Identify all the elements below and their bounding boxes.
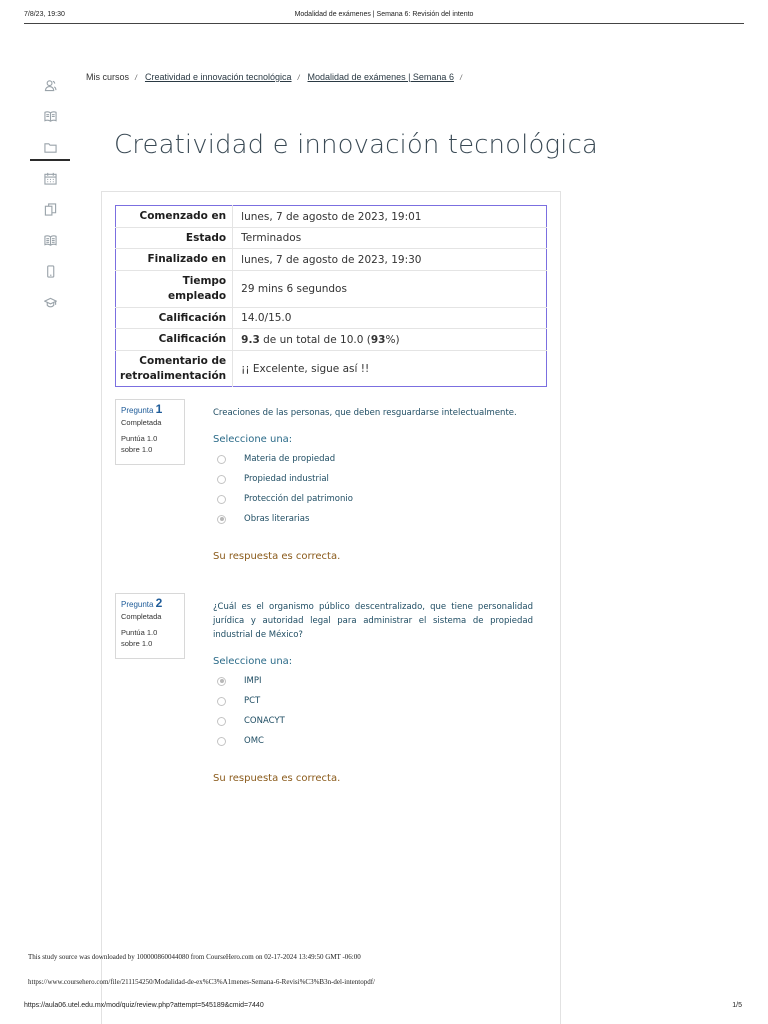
summary-row-finished xyxy=(116,249,547,271)
answer-option[interactable] xyxy=(213,509,533,529)
question-text: ¿Cuál es el organismo público descentralizado, que tiene personalidad jurídica y autoridad legal para administrar el sistema de propiedad industrial de México? xyxy=(213,602,533,640)
radio-button[interactable] xyxy=(217,737,226,746)
rail-courses[interactable] xyxy=(30,287,70,318)
answer-option-label: PCT xyxy=(244,696,261,706)
question-feedback: Su respuesta es correcta. xyxy=(213,773,341,784)
summary-state-value: Terminados xyxy=(241,232,302,244)
question-state: Completada xyxy=(121,612,162,621)
rail-participants[interactable] xyxy=(30,70,70,101)
documents-icon xyxy=(44,203,57,216)
rail-calendar[interactable] xyxy=(30,163,70,194)
breadcrumb-separator: / xyxy=(297,75,300,82)
rail-mobile[interactable] xyxy=(30,256,70,287)
summary-feedback-label-line1: Comentario de xyxy=(139,354,227,367)
book-open-icon xyxy=(44,234,57,247)
breadcrumb-mis-cursos[interactable]: Mis cursos xyxy=(86,72,130,82)
summary-finished-value: lunes, 7 de agosto de 2023, 19:30 xyxy=(241,253,422,266)
course-nav-rail xyxy=(30,70,70,318)
graduation-cap-icon xyxy=(44,296,57,309)
answer-option-label: OMC xyxy=(244,736,264,746)
answer-option[interactable] xyxy=(213,731,533,751)
print-header-rule xyxy=(24,23,744,24)
summary-time-value: 29 mins 6 segundos xyxy=(241,283,347,295)
question-label: Pregunta xyxy=(121,406,154,415)
summary-grade-score: 9.3 xyxy=(241,333,260,346)
answer-option[interactable] xyxy=(213,711,533,731)
radio-button[interactable] xyxy=(217,717,226,726)
summary-started-label: Comenzado en xyxy=(116,206,233,228)
source-url: https://www.coursehero.com/file/211154250/Modalidad-de-ex%C3%A1menes-Semana-6-Revisi%C3%B3n-del-intentopdf/ xyxy=(28,978,376,986)
breadcrumb-course[interactable]: Creatividad e innovación tecnológica xyxy=(144,72,292,82)
folder-icon xyxy=(44,141,57,154)
summary-row-time xyxy=(116,271,547,308)
summary-grade-percent: 93 xyxy=(370,333,386,346)
answer-option-label: Materia de propiedad xyxy=(244,454,336,464)
answer-option[interactable] xyxy=(213,671,533,691)
radio-button-selected[interactable] xyxy=(217,515,226,524)
download-source-note: This study source was downloaded by 100000860044080 from CourseHero.com on 02-17-2024 13:49:50 GMT -06:00 xyxy=(28,953,361,961)
question-label: Pregunta xyxy=(121,600,154,609)
summary-marks-label: Calificación xyxy=(116,308,233,329)
calendar-icon xyxy=(44,172,57,185)
participants-icon xyxy=(44,79,57,92)
summary-finished-label: Finalizado en xyxy=(116,249,233,271)
breadcrumb xyxy=(86,72,470,82)
breadcrumb-quiz[interactable]: Modalidad de exámenes | Semana 6 xyxy=(307,72,454,82)
question-prompt: Seleccione una: xyxy=(213,434,293,445)
summary-grade-value xyxy=(233,329,547,351)
radio-button[interactable] xyxy=(217,475,226,484)
question-prompt: Seleccione una: xyxy=(213,656,293,667)
summary-feedback-label xyxy=(116,351,233,387)
question-1-info xyxy=(115,399,185,465)
radio-button-selected[interactable] xyxy=(217,677,226,686)
summary-row-grade xyxy=(116,329,547,351)
question-text: Creaciones de las personas, que deben resguardarse intelectualmente. xyxy=(213,408,517,418)
question-2-content xyxy=(213,600,533,784)
breadcrumb-separator: / xyxy=(135,75,137,82)
summary-time-label-line2: empleado xyxy=(168,290,227,302)
question-grade-line1: Puntúa 1.0 xyxy=(121,434,158,443)
summary-marks-value: 14.0/15.0 xyxy=(241,312,292,324)
answer-options xyxy=(213,671,533,751)
question-number: 1 xyxy=(155,402,163,416)
book-icon xyxy=(44,110,57,123)
summary-grade-total: de un total de 10.0 ( xyxy=(259,333,371,346)
breadcrumb-separator: / xyxy=(459,75,462,82)
summary-feedback-value: ¡¡ Excelente, sigue así !! xyxy=(241,362,370,375)
question-number: 2 xyxy=(155,596,163,610)
answer-option-label: Propiedad industrial xyxy=(244,474,329,484)
question-grade-line2: sobre 1.0 xyxy=(121,639,153,648)
rail-grades[interactable] xyxy=(30,101,70,132)
radio-button[interactable] xyxy=(217,697,226,706)
question-state: Completada xyxy=(121,418,162,427)
mobile-icon xyxy=(44,265,57,278)
answer-option-label: Obras literarias xyxy=(244,514,310,524)
answer-option[interactable] xyxy=(213,449,533,469)
summary-row-started xyxy=(116,206,547,228)
rail-library[interactable] xyxy=(30,225,70,256)
answer-option-label: IMPI xyxy=(244,676,262,686)
answer-option[interactable] xyxy=(213,469,533,489)
answer-option[interactable] xyxy=(213,691,533,711)
summary-state-label: Estado xyxy=(116,228,233,249)
summary-feedback-label-line2: retroalimentación xyxy=(120,369,227,382)
attempt-summary-table xyxy=(115,205,547,387)
print-page-url: https://aula06.utel.edu.mx/mod/quiz/review.php?attempt=545189&cmid=7440 xyxy=(24,1002,264,1009)
radio-button[interactable] xyxy=(217,455,226,464)
answer-options xyxy=(213,449,533,529)
answer-option[interactable] xyxy=(213,489,533,509)
summary-started-value: lunes, 7 de agosto de 2023, 19:01 xyxy=(241,210,422,223)
print-page-number: 1/5 xyxy=(732,1002,742,1009)
answer-option-label: CONACYT xyxy=(244,716,285,726)
page-title: Creatividad e innovación tecnológica xyxy=(114,130,598,160)
summary-time-label-line1: Tiempo xyxy=(182,275,227,287)
summary-row-state xyxy=(116,228,547,249)
radio-button[interactable] xyxy=(217,495,226,504)
summary-row-feedback xyxy=(116,351,547,387)
summary-grade-label: Calificación xyxy=(116,329,233,351)
print-header xyxy=(0,0,768,26)
rail-documents[interactable] xyxy=(30,194,70,225)
answer-option-label: Protección del patrimonio xyxy=(244,494,353,504)
question-2-info xyxy=(115,593,185,659)
print-datetime: 7/8/23, 19:30 xyxy=(24,11,65,18)
print-document-title: Modalidad de exámenes | Semana 6: Revisión del intento xyxy=(294,11,474,18)
question-grade-line1: Puntúa 1.0 xyxy=(121,628,158,637)
question-1-content xyxy=(213,406,533,562)
summary-time-label xyxy=(116,271,233,308)
summary-grade-end: %) xyxy=(385,333,400,346)
question-feedback: Su respuesta es correcta. xyxy=(213,551,341,562)
rail-resources[interactable] xyxy=(30,132,70,163)
summary-row-marks xyxy=(116,308,547,329)
question-grade-line2: sobre 1.0 xyxy=(121,445,153,454)
